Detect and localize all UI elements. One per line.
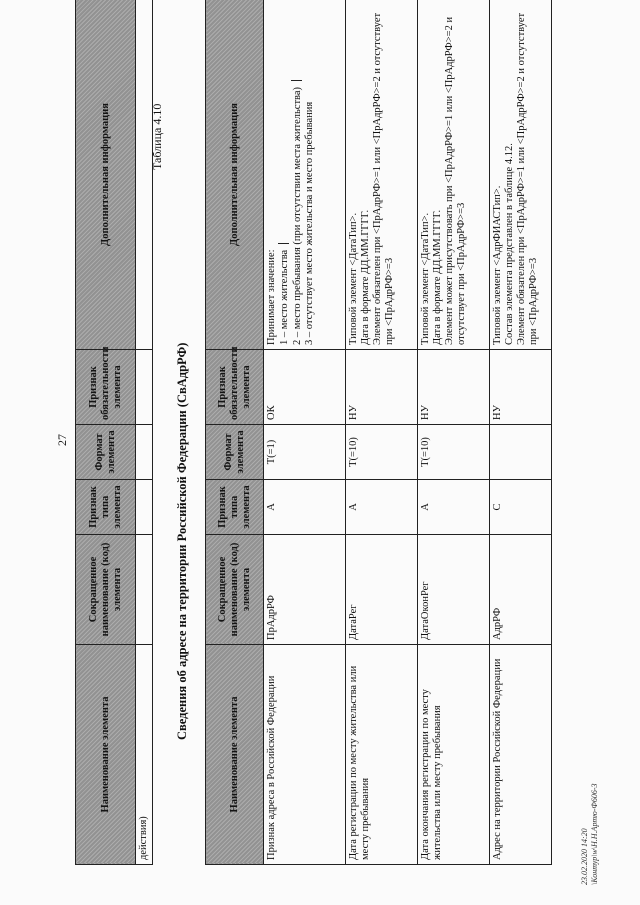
header-info: Дополнительная информация bbox=[206, 0, 264, 350]
cell-type: С bbox=[490, 480, 552, 535]
header-required: Признак обязательности элемента bbox=[206, 350, 264, 425]
info-line: Элемент обязателен при <ПрАдрРФ>=1 или <ПрАдрРФ>=2 и отсутствует при <ПрАдрРФ>=3 bbox=[516, 12, 539, 345]
cell-type: А bbox=[346, 480, 418, 535]
header-name: Наименование элемента bbox=[206, 645, 264, 865]
header-type: Признак типа элемента bbox=[206, 480, 264, 535]
cell-type bbox=[136, 480, 153, 535]
cell-required: НУ bbox=[418, 350, 490, 425]
table-row bbox=[490, 0, 552, 865]
top-table-header-row bbox=[76, 0, 136, 865]
cell-code: ПрАдрРФ bbox=[264, 535, 346, 645]
cell-name: Дата окончания регистрации по месту жительства или месту пребывания bbox=[418, 645, 490, 865]
cell-required: НУ bbox=[490, 350, 552, 425]
info-line: 2 – место пребывания (при отсутствии места жительства) bbox=[291, 4, 304, 345]
info-line: Элемент обязателен при <ПрАдрРФ>=1 или <ПрАдрРФ>=2 и отсутствует при <ПрАдрРФ>=3 bbox=[372, 12, 395, 345]
cell-format: T(=10) bbox=[346, 425, 418, 480]
info-line: Типовой элемент <АдрФИАСТип>. bbox=[492, 185, 503, 345]
address-table bbox=[205, 0, 552, 865]
cell-required: НУ bbox=[346, 350, 418, 425]
table-row bbox=[346, 0, 418, 865]
top-header-type: Признак типа элемента bbox=[76, 480, 136, 535]
top-header-format: Формат элемента bbox=[76, 425, 136, 480]
cell-name: Признак адреса в Российской Федерации bbox=[264, 645, 346, 865]
table-label: Таблица 4.10 bbox=[150, 103, 164, 170]
top-header-required: Признак обязательности элемента bbox=[76, 350, 136, 425]
info-line: Типовой элемент <ДатаТип>. bbox=[348, 212, 359, 345]
info-line: Состав элемента представлен в таблице 4.12. bbox=[504, 143, 515, 345]
table-title: Сведения об адресе на территории Российской Федерации (СвАдрРФ) bbox=[175, 342, 189, 740]
cell-type: А bbox=[264, 480, 346, 535]
header-code: Сокращенное наименование (код) элемента bbox=[206, 535, 264, 645]
file-signature: 23.02.2020 14:20 \Контур\w\Н.Н.Артю-Ф606-3 bbox=[580, 783, 599, 885]
cell-code: АдрРФ bbox=[490, 535, 552, 645]
info-line: 1 – место жительства bbox=[278, 4, 291, 345]
cell-info bbox=[418, 0, 490, 350]
info-line: Дата в формате ДД.ММ.ГГГГ. bbox=[360, 209, 371, 345]
info-line: Принимает значение: bbox=[266, 249, 277, 345]
cell-code bbox=[136, 535, 153, 645]
info-line: Дата в формате ДД.ММ.ГГГГ. bbox=[432, 209, 443, 345]
cell-info bbox=[264, 0, 346, 350]
cell-info bbox=[490, 0, 552, 350]
table-header-row bbox=[206, 0, 264, 865]
cell-required bbox=[136, 350, 153, 425]
cell-code: ДатаОконРег bbox=[418, 535, 490, 645]
cell-format bbox=[490, 425, 552, 480]
cell-info bbox=[346, 0, 418, 350]
table-row bbox=[264, 0, 346, 865]
info-line: 3 – отсутствует место жительства и место пребывания bbox=[304, 101, 315, 345]
cell-info bbox=[136, 0, 153, 350]
cell-name: действия) bbox=[136, 645, 153, 865]
table-row bbox=[418, 0, 490, 865]
cell-format: T(=1) bbox=[264, 425, 346, 480]
top-header-info: Дополнительная информация bbox=[76, 0, 136, 350]
cell-name: Адрес на территории Российской Федерации bbox=[490, 645, 552, 865]
cell-format: T(=10) bbox=[418, 425, 490, 480]
cell-required: ОК bbox=[264, 350, 346, 425]
info-line: Типовой элемент <ДатаТип>. bbox=[420, 212, 431, 345]
page-number: 27 bbox=[55, 434, 69, 446]
cell-type: А bbox=[418, 480, 490, 535]
top-header-name: Наименование элемента bbox=[76, 645, 136, 865]
info-line: Элемент может присутствовать при <ПрАдрРФ>=1 или <ПрАдрРФ>=2 и отсутствует при <ПрАдрРФ>=3 bbox=[444, 16, 467, 345]
cell-format bbox=[136, 425, 153, 480]
top-continuation-table bbox=[75, 0, 153, 865]
header-format: Формат элемента bbox=[206, 425, 264, 480]
cell-name: Дата регистрации по месту жительства или месту пребывания bbox=[346, 645, 418, 865]
cell-code: ДатаРег bbox=[346, 535, 418, 645]
top-header-code: Сокращенное наименование (код) элемента bbox=[76, 535, 136, 645]
